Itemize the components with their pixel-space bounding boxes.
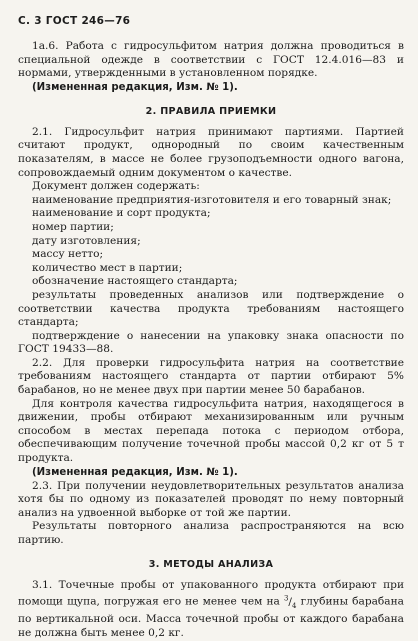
list-item: количество мест в партии; [32,261,183,274]
paragraph-2-2-sampling: Для контроля качества гидросульфита натрия, находящегося в движении, пробы отбирают механизированным или ручным способом в местах перепада потока с периодом отбора, обеспечивающим получение точечной пробы массой 0,2 кг от 5 т продукта. [18,397,404,465]
list-item: номер партии; [32,220,114,233]
paragraph-3-1 [18,579,404,641]
paragraph-2-1: 2.1. Гидросульфит натрия принимают партиями. Партией считают продукт, однородный по своим качественным показателям, в массе не более грузоподъемности одного вагона, сопровождаемый одним документом о качестве. [18,125,404,179]
fraction-three-quarters: $^3/_4$ [283,594,297,610]
amendment-note-1: (Измененная редакция, Изм. № 1). [32,81,238,93]
paragraph-2-2: 2.2. Для проверки гидросульфита натрия на соответствие требованиям настоящего стандарта от партии отбирают 5% барабанов, но не менее двух при партии менее 50 барабанов. [18,356,404,397]
amendment-note-2: (Измененная редакция, Изм. № 1). [32,466,238,478]
fraction-denominator: 4 [292,601,297,610]
section-2-title: 2. ПРАВИЛА ПРИЕМКИ [145,105,277,117]
paragraph-1a-6: 1а.6. Работа с гидросульфитом натрия должна проводиться в специальной одежде в соответствии с ГОСТ 12.4.016—83 и нормами, утвержденными в установленном порядке. [18,40,404,80]
fraction-numerator: 3 [283,594,289,603]
paragraph-2-3-repeat: Результаты повторного анализа распространяются на всю партию. [18,520,404,546]
page-header: С. 3 ГОСТ 246—76 [18,15,131,27]
paragraph-confirmation: подтверждение о нанесении на упаковку знака опасности по ГОСТ 19433—88. [18,329,404,356]
list-item: наименование предприятия-изготовителя и его товарный знак; [32,193,392,206]
paragraph-3-1-start: 3.1. Точечные пробы от упакованного продукта отбирают при помощи щупа, погружая его не менее чем на [18,578,404,608]
list-item: обозначение настоящего стандарта; [32,275,238,288]
document-contents-intro: Документ должен содержать: [32,180,200,193]
list-item: дату изготовления; [32,234,141,247]
section-3-title: 3. МЕТОДЫ АНАЛИЗА [148,558,274,570]
document-contents-list [18,194,404,289]
list-item: наименование и сорт продукта; [32,207,211,220]
paragraph-3-1-end: глубины барабана по вертикальной оси. Масса точечной пробы от каждого барабана не должна быть менее 0,2 кг. [18,595,404,640]
list-item: массу нетто; [32,248,104,261]
paragraph-2-3: 2.3. При получении неудовлетворительных результатов анализа хотя бы по одному из показателей проводят по нему повторный анализ на удвоенной выборке от той же партии. [18,479,404,519]
paragraph-results: результаты проведенных анализов или подтверждение о соответствии качества продукта требованиям настоящего стандарта; [18,288,404,329]
